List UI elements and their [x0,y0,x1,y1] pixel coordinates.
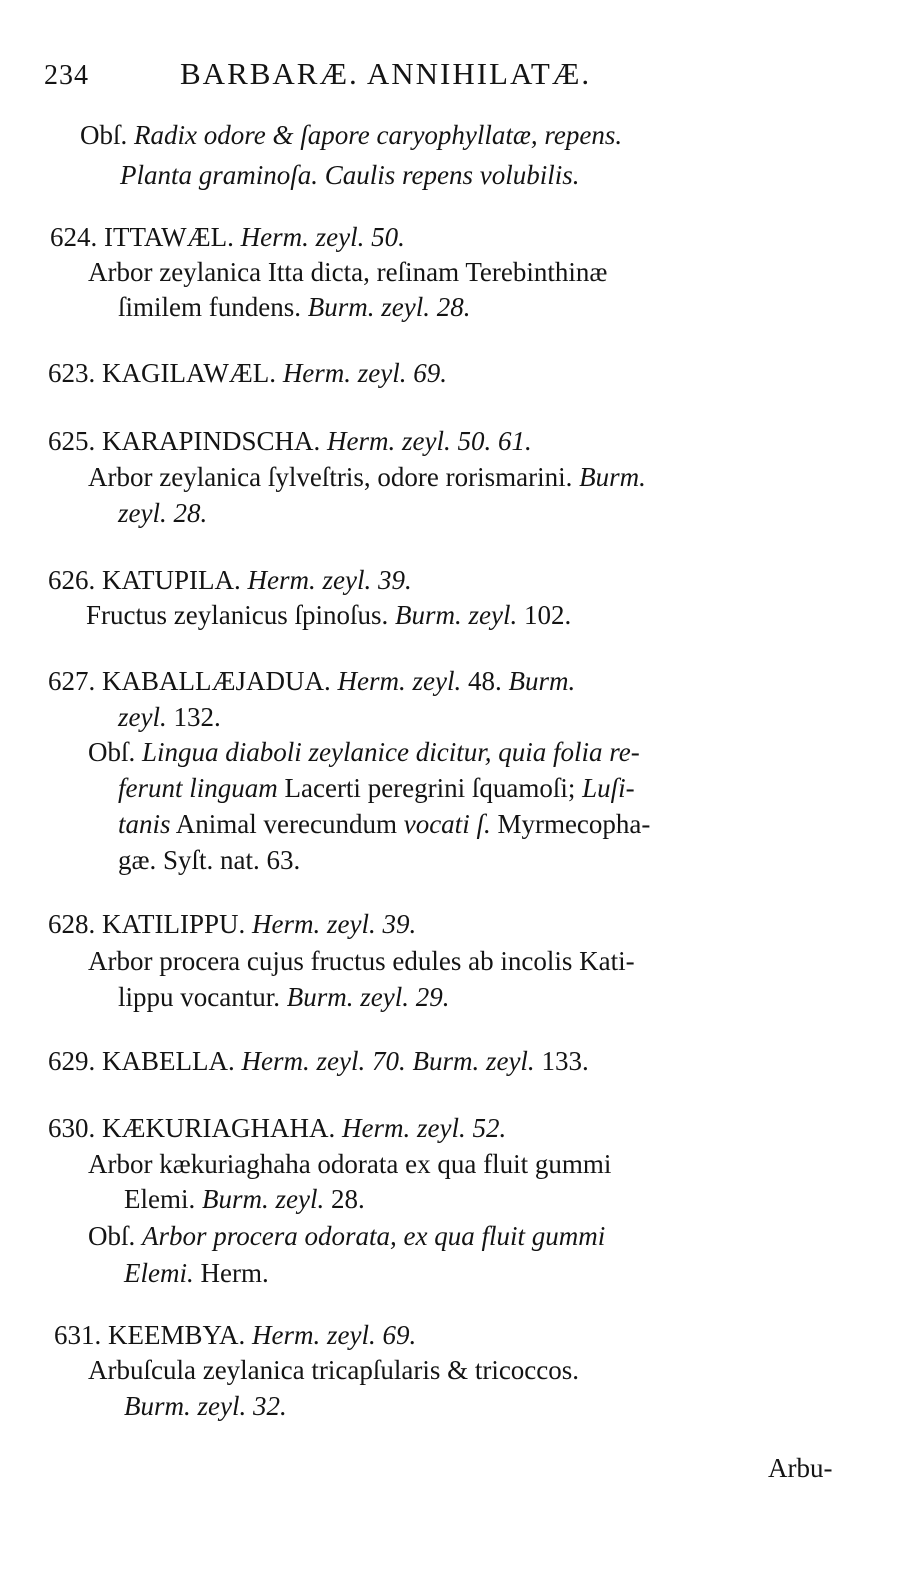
italic-segment: Burm. zeyl. 29. [286,982,450,1012]
text-line [80,118,622,152]
roman-segment: 624. ITTAWÆL. [50,222,241,252]
entry-heading [48,1044,589,1078]
text-line [124,1182,365,1216]
text-line [124,1389,287,1423]
roman-segment: gæ. Syſt. nat. 63. [118,845,301,875]
roman-segment: 631. KEEMBYA. [54,1320,253,1350]
page-number: 234 [44,60,89,91]
roman-segment: 133. [534,1046,589,1076]
italic-segment: Herm. zeyl. 52. [342,1113,507,1143]
text-line [118,700,221,734]
roman-segment: 626. KATUPILA. [48,565,248,595]
italic-segment: Burm. zeyl. 28. [307,292,471,322]
roman-segment: 623. KAGILAWÆL. [48,358,283,388]
roman-segment: 625. KARAPINDSCHA. [48,426,328,456]
text-line [118,843,300,877]
entry-heading [48,664,575,698]
italic-segment: ferunt linguam [118,773,278,803]
roman-segment: Arbor zeylanica ſylveſtris, odore rorismarini. [88,462,580,492]
entry-heading [48,356,447,390]
roman-segment: 102. [517,600,572,630]
italic-segment: Burm. zeyl. [201,1184,325,1214]
italic-segment: Burm. [508,666,576,696]
italic-segment: Herm. zeyl. [337,666,462,696]
italic-segment: Burm. [579,462,646,492]
italic-segment: Lingua diaboli zeylanice dicitur, quia folia re- [142,737,640,767]
roman-segment: 628. KATILIPPU. [48,909,253,939]
italic-segment: tanis [118,809,171,839]
roman-segment: 627. KABALLÆJADUA. [48,666,338,696]
italic-segment: Herm. zeyl. 50. [240,222,405,252]
roman-segment: Animal verecundum [170,809,404,839]
roman-segment: 629. KABELLA. [48,1046,242,1076]
running-title: BARBARÆ. ANNIHILATÆ. [180,56,592,91]
text-line [118,980,449,1014]
roman-segment: 48. [461,666,509,696]
italic-segment: Herm. zeyl. 39. [247,565,412,595]
roman-segment: Arbuſcula zeylanica tricapſularis & tricoccos. [88,1355,580,1385]
italic-segment: Herm. zeyl. 39. [252,909,417,939]
roman-segment: Obſ. [88,1221,142,1251]
italic-segment: Herm. zeyl. 69. [252,1320,417,1350]
entry-heading [48,907,416,941]
text-line [88,944,635,978]
roman-segment: Elemi. [124,1184,202,1214]
text-line [120,158,580,192]
roman-segment: 132. [166,702,221,732]
text-line [88,460,646,494]
italic-segment: Arbor procera odorata, ex qua fluit gummi [142,1221,606,1251]
italic-segment: vocati ſ. [403,809,491,839]
roman-segment: 630. KÆKURIAGHAHA. [48,1113,342,1143]
italic-segment: Planta graminoſa. Caulis repens volubilis. [120,160,580,190]
roman-segment: Lacerti peregrini ſquamoſi; [277,773,583,803]
text-line [88,255,607,289]
entry-heading [48,424,532,458]
entry-heading [54,1318,416,1352]
roman-segment: Myrmecopha- [490,809,651,839]
entry-heading [50,220,405,254]
running-header [44,56,864,100]
roman-segment: lippu vocantur. [118,982,287,1012]
roman-segment: Arbor procera cujus fructus edules ab incolis Kati- [88,946,635,976]
entry-heading [48,1111,506,1145]
text-line [118,496,207,530]
roman-segment: ſimilem fundens. [118,292,308,322]
text-line [86,598,571,632]
roman-segment: Fructus zeylanicus ſpinoſus. [86,600,395,630]
italic-segment: Herm. zeyl. 69. [282,358,448,388]
text-line [118,290,470,324]
italic-segment: Radix odore & ſapore caryophyllatæ, repens. [134,120,623,150]
roman-segment: Arbor zeylanica Itta dicta, reſinam Terebinthinæ [88,257,608,287]
roman-segment: 28. [324,1184,365,1214]
italic-segment: Luſi- [582,773,635,803]
text-line [88,1219,605,1253]
text-line [88,735,640,769]
text-line [118,771,635,805]
roman-segment: Arbor kækuriaghaha odorata ex qua fluit gummi [88,1149,612,1179]
italic-segment: Burm. zeyl. 32. [124,1391,287,1421]
text-line [124,1256,269,1290]
roman-segment: Herm. [193,1258,269,1288]
text-line [88,1147,611,1181]
roman-segment: Obſ. [88,737,142,767]
roman-segment: Obſ. [80,120,134,150]
italic-segment: Burm. zeyl. [394,600,518,630]
entry-heading [48,563,412,597]
catchword: Arbu- [768,1453,833,1483]
italic-segment: zeyl. 28. [118,498,208,528]
italic-segment: Elemi. [124,1258,194,1288]
italic-segment: Herm. zeyl. 50. 61. [327,426,532,456]
text-line [118,807,650,841]
italic-segment: Herm. zeyl. 70. Burm. zeyl. [241,1046,535,1076]
italic-segment: zeyl. [118,702,167,732]
text-line [88,1353,579,1387]
